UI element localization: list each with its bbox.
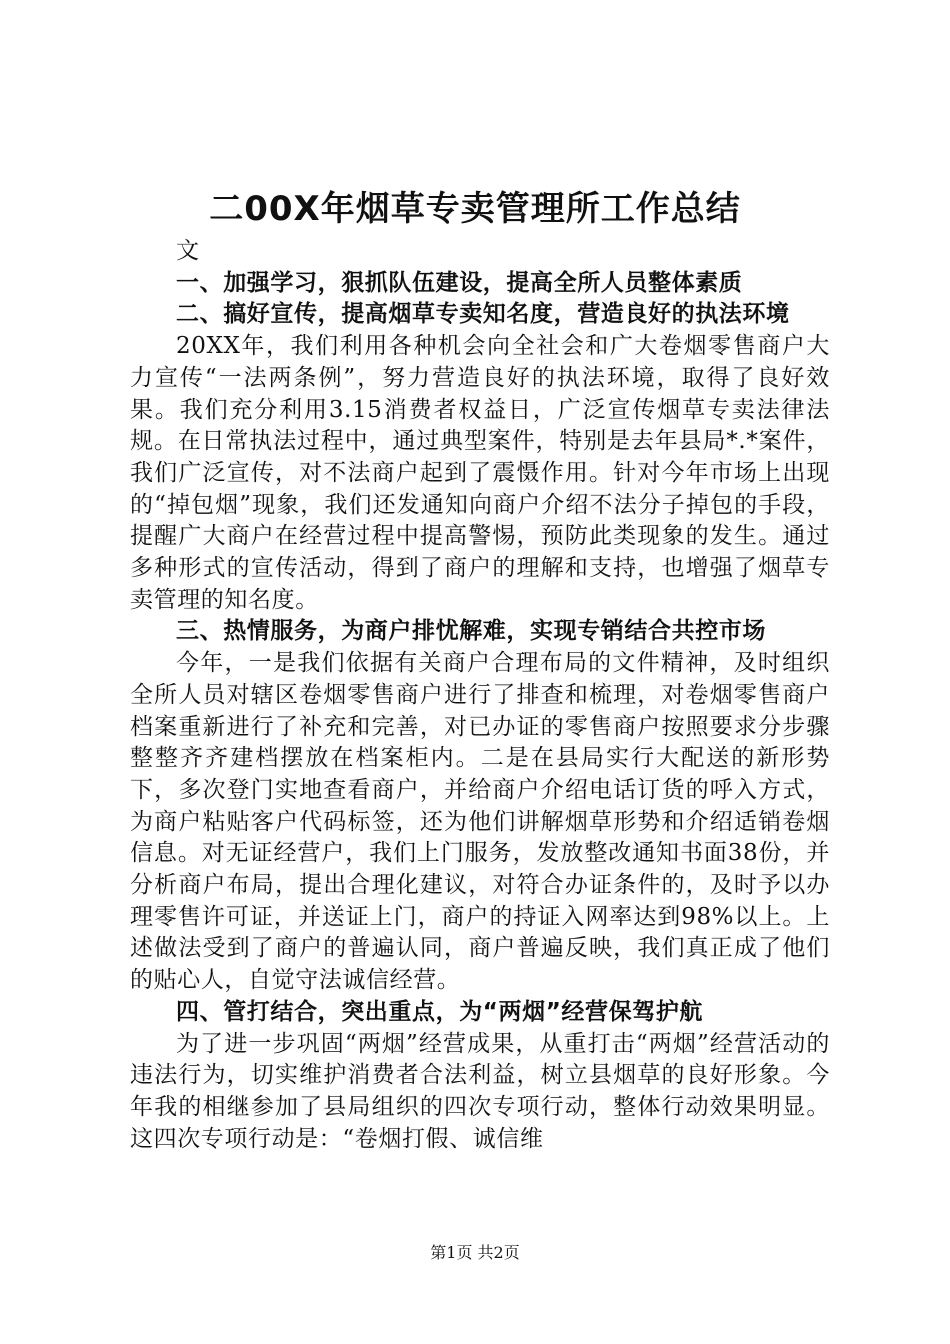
section-heading-1: 一、加强学习，狠抓队伍建设，提高全所人员整体素质 xyxy=(176,269,743,296)
body-paragraph-3: 为了进一步巩固“两烟”经营成果，从重打击“两烟”经营活动的违法行为，切实维护消费者合法利益，树立县烟草的良好形象。今年我的相继参加了县局组织的四次专项行动，整体行动效果明显。这四次专项行动是：“卷烟打假、诚信维 xyxy=(130,1030,830,1152)
section-heading-2: 二、搞好宣传，提高烟草专卖知名度，营造良好的执法环境 xyxy=(176,301,790,328)
document-title: 二00X年烟草专卖管理所工作总结 xyxy=(209,189,741,229)
document-body xyxy=(130,236,830,1155)
page-number-label: 第1页 共2页 xyxy=(430,1243,520,1262)
body-paragraph-1: 20XX年，我们利用各种机会向全社会和广大卷烟零售商户大力宣传“一法两条例”，努力营造良好的执法环境，取得了良好效果。我们充分利用3.15消费者权益日，广泛宣传烟草专卖法律法规。在日常执法过程中，通过典型案件，特别是去年县局*.*案件，我们广泛宣传，对不法商户起到了震慑作用。针对今年市场上出现的“掉包烟”现象，我们还发通知向商户介绍不法分子掉包的手段，提醒广大商户在经营过程中提高警惕，预防此类现象的发生。通过多种形式的宣传活动，得到了商户的理解和支持，也增强了烟草专卖管理的知名度。 xyxy=(130,333,830,613)
page-footer xyxy=(0,1242,950,1264)
body-paragraph-2: 今年，一是我们依据有关商户合理布局的文件精神，及时组织全所人员对辖区卷烟零售商户进行了排查和梳理，对卷烟零售商户档案重新进行了补充和完善，对已办证的零售商户按照要求分步骤整整齐齐建档摆放在档案柜内。二是在县局实行大配送的新形势下，多次登门实地查看商户，并给商户介绍电话订货的呼入方式，为商户粘贴客户代码标签，还为他们讲解烟草形势和介绍适销卷烟信息。对无证经营户，我们上门服务，发放整改通知书面38份，并分析商户布局，提出合理化建议，对符合办证条件的，及时予以办理零售许可证，并送证上门，商户的持证入网率达到98%以上。上述做法受到了商户的普遍认同，商户普遍反映，我们真正成了他们的贴心人，自觉守法诚信经营。 xyxy=(130,650,830,994)
section-heading-4: 四、管打结合，突出重点，为“两烟”经营保驾护航 xyxy=(176,998,704,1025)
author-line: 文 xyxy=(176,238,200,264)
section-heading-3: 三、热情服务，为商户排忧解难，实现专销结合共控市场 xyxy=(176,618,766,645)
